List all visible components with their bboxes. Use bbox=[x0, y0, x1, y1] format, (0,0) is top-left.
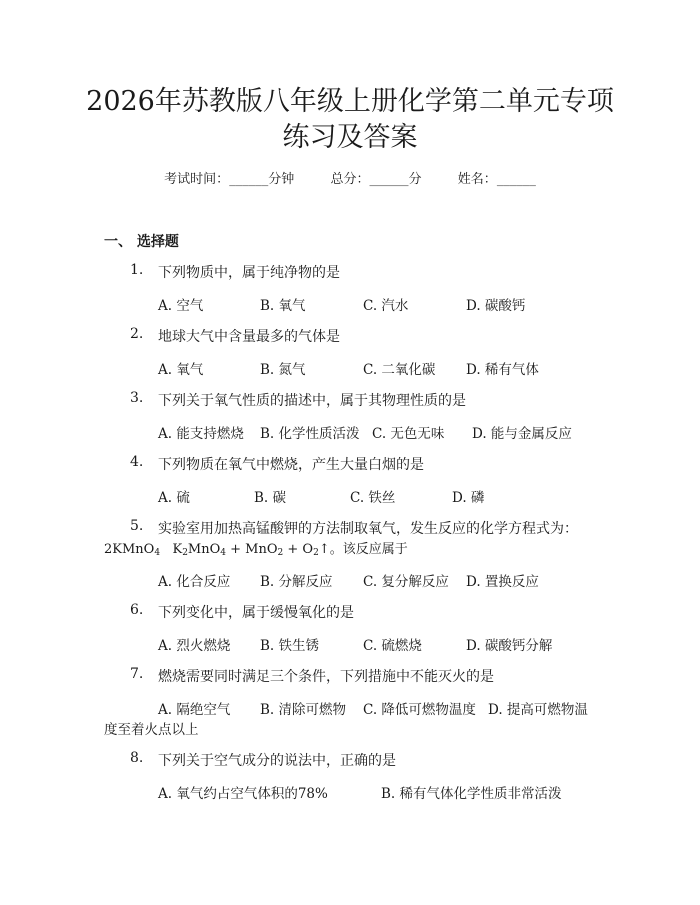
option-d: D. 稀有气体 bbox=[466, 362, 539, 378]
option-b: B. 化学性质活泼 bbox=[260, 426, 360, 442]
option-c: C. 汽水 bbox=[363, 298, 409, 314]
time-blank: ______ bbox=[229, 172, 269, 187]
option-d: D. 碳酸钙分解 bbox=[466, 638, 553, 654]
option-d: D. 磷 bbox=[452, 490, 485, 506]
option-c: C. 硫燃烧 bbox=[363, 638, 422, 654]
option-c: C. 铁丝 bbox=[350, 490, 396, 506]
question-number: 8. bbox=[130, 750, 144, 766]
option-b: B. 氧气 bbox=[260, 298, 306, 314]
option-a: A. 化合反应 bbox=[158, 574, 231, 590]
score-blank: ______ bbox=[369, 172, 409, 187]
score-unit: 分 bbox=[408, 172, 422, 187]
option-a: A. 氧气 bbox=[158, 362, 204, 378]
question-text: 燃烧需要同时满足三个条件，下列措施中不能灭火的是 bbox=[158, 669, 494, 685]
option-a: A. 能支持燃烧 bbox=[158, 426, 244, 442]
option-b: B. 碳 bbox=[254, 490, 287, 506]
time-label: 考试时间： bbox=[164, 172, 230, 187]
time-unit: 分钟 bbox=[268, 172, 295, 187]
score-label: 总分： bbox=[330, 172, 370, 187]
question-number: 2. bbox=[130, 326, 144, 342]
option-a: A. 空气 bbox=[158, 298, 204, 314]
option-c: C. 复分解反应 bbox=[363, 574, 449, 590]
option-d: D. 提高可燃物温 bbox=[488, 702, 588, 718]
option-d: D. 碳酸钙 bbox=[466, 298, 526, 314]
option-d-continuation: 度至着火点以上 bbox=[104, 722, 199, 738]
question-text: 下列关于氧气性质的描述中，属于其物理性质的是 bbox=[158, 393, 466, 409]
question-number: 7. bbox=[130, 666, 144, 682]
option-a: A. 烈火燃烧 bbox=[158, 638, 231, 654]
question-number: 4. bbox=[130, 454, 144, 470]
option-b: B. 氮气 bbox=[260, 362, 306, 378]
option-c: C. 无色无味 bbox=[372, 426, 445, 442]
document-title-line2: 练习及答案 bbox=[282, 122, 418, 153]
document-title-line1: 2026年苏教版八年级上册化学第二单元专项 bbox=[86, 86, 614, 117]
question-text: 实验室用加热高锰酸钾的方法制取氧气，发生反应的化学方程式为： bbox=[158, 521, 578, 537]
name-label: 姓名： bbox=[457, 172, 497, 187]
question-number: 1. bbox=[130, 262, 144, 278]
option-d: D. 置换反应 bbox=[466, 574, 539, 590]
option-a: A. 隔绝空气 bbox=[158, 702, 231, 718]
option-b: B. 稀有气体化学性质非常活泼 bbox=[381, 786, 562, 802]
option-c: C. 二氧化碳 bbox=[363, 362, 436, 378]
question-number: 3. bbox=[130, 390, 144, 406]
exam-meta bbox=[0, 168, 700, 187]
question-text: 下列物质在氧气中燃烧，产生大量白烟的是 bbox=[158, 457, 424, 473]
chemical-equation: 2KMnO$_4$ $K_2MnO_4 + MnO_2$ + $O_2↑$。该反应属于 bbox=[104, 542, 408, 558]
section-title: 一、 选择题 bbox=[104, 234, 179, 250]
question-number: 5. bbox=[130, 518, 144, 534]
name-blank: ______ bbox=[496, 172, 536, 187]
question-number: 6. bbox=[130, 602, 144, 618]
option-b: B. 分解反应 bbox=[260, 574, 333, 590]
question-text: 下列关于空气成分的说法中，正确的是 bbox=[158, 753, 396, 769]
option-b: B. 铁生锈 bbox=[260, 638, 320, 654]
question-text: 下列变化中，属于缓慢氧化的是 bbox=[158, 605, 354, 621]
option-a: A. 硫 bbox=[158, 490, 190, 506]
question-text: 下列物质中，属于纯净物的是 bbox=[158, 265, 340, 281]
option-d: D. 能与金属反应 bbox=[472, 426, 572, 442]
option-c: C. 降低可燃物温度 bbox=[363, 702, 476, 718]
option-a: A. 氧气约占空气体积的78% bbox=[158, 786, 328, 802]
question-text: 地球大气中含量最多的气体是 bbox=[158, 329, 340, 345]
option-b: B. 清除可燃物 bbox=[260, 702, 347, 718]
